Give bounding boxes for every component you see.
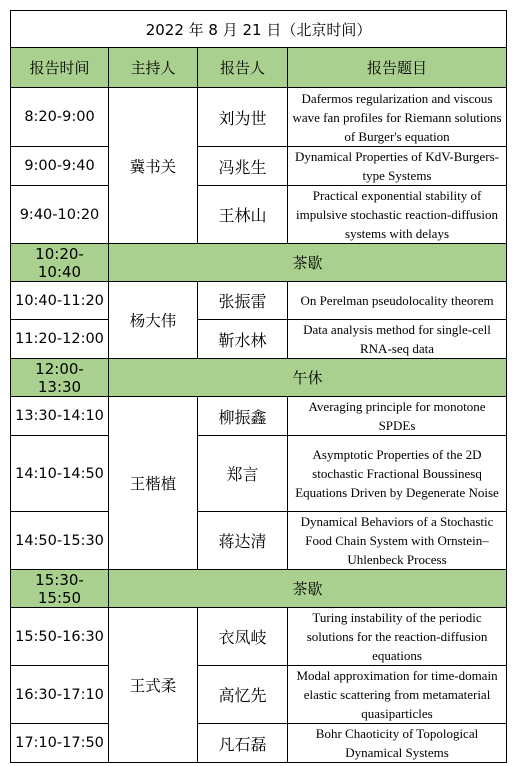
speaker-name: 蒋达清 bbox=[198, 512, 288, 570]
break-row bbox=[11, 359, 507, 397]
break-row bbox=[11, 244, 507, 282]
talk-topic: Dynamical Behaviors of a Stochastic Food Chain System with Ornstein–Uhlenbeck Process bbox=[288, 512, 507, 570]
break-row bbox=[11, 570, 507, 608]
speaker-name: 郑言 bbox=[198, 436, 288, 512]
talk-topic: Bohr Chaoticity of Topological Dynamical Systems bbox=[288, 724, 507, 763]
talk-time: 17:10-17:50 bbox=[11, 724, 109, 763]
talk-time: 9:40-10:20 bbox=[11, 186, 109, 244]
speaker-name: 王林山 bbox=[198, 186, 288, 244]
talk-row bbox=[11, 436, 507, 512]
talk-topic: Asymptotic Properties of the 2D stochastic Fractional Boussinesq Equations Driven by Degenerate Noise bbox=[288, 436, 507, 512]
talk-topic: Turing instability of the periodic solutions for the reaction-diffusion equations bbox=[288, 608, 507, 666]
talk-row bbox=[11, 397, 507, 436]
talk-time: 11:20-12:00 bbox=[11, 320, 109, 359]
header-time: 报告时间 bbox=[11, 48, 109, 88]
speaker-name: 柳振鑫 bbox=[198, 397, 288, 436]
host-name: 冀书关 bbox=[109, 88, 198, 244]
talk-time: 14:10-14:50 bbox=[11, 436, 109, 512]
schedule-table bbox=[10, 10, 507, 763]
talk-time: 13:30-14:10 bbox=[11, 397, 109, 436]
talk-topic: Practical exponential stability of impulsive stochastic reaction-diffusion systems with delays bbox=[288, 186, 507, 244]
header-topic: 报告题目 bbox=[288, 48, 507, 88]
talk-topic: Modal approximation for time-domain elastic scattering from metamaterial quasiparticles bbox=[288, 666, 507, 724]
talk-topic: Averaging principle for monotone SPDEs bbox=[288, 397, 507, 436]
talk-row bbox=[11, 147, 507, 186]
talk-row bbox=[11, 724, 507, 763]
break-label: 午休 bbox=[109, 359, 507, 397]
talk-topic: Dynamical Properties of KdV-Burgers-type Systems bbox=[288, 147, 507, 186]
host-name: 王楷植 bbox=[109, 397, 198, 570]
schedule-title: 2022 年 8 月 21 日（北京时间） bbox=[11, 11, 507, 48]
host-name: 王式柔 bbox=[109, 608, 198, 763]
talk-time: 10:40-11:20 bbox=[11, 282, 109, 320]
break-label: 茶歇 bbox=[109, 244, 507, 282]
break-time: 12:00-13:30 bbox=[11, 359, 109, 397]
talk-time: 8:20-9:00 bbox=[11, 88, 109, 147]
speaker-name: 高忆先 bbox=[198, 666, 288, 724]
header-row bbox=[11, 48, 507, 88]
speaker-name: 冯兆生 bbox=[198, 147, 288, 186]
talk-row bbox=[11, 320, 507, 359]
talk-time: 15:50-16:30 bbox=[11, 608, 109, 666]
talk-time: 14:50-15:30 bbox=[11, 512, 109, 570]
talk-row bbox=[11, 512, 507, 570]
break-time: 10:20-10:40 bbox=[11, 244, 109, 282]
header-speaker: 报告人 bbox=[198, 48, 288, 88]
speaker-name: 刘为世 bbox=[198, 88, 288, 147]
talk-time: 9:00-9:40 bbox=[11, 147, 109, 186]
break-time: 15:30-15:50 bbox=[11, 570, 109, 608]
host-name: 杨大伟 bbox=[109, 282, 198, 359]
talk-row bbox=[11, 282, 507, 320]
talk-row bbox=[11, 666, 507, 724]
talk-topic: On Perelman pseudolocality theorem bbox=[288, 282, 507, 320]
speaker-name: 张振雷 bbox=[198, 282, 288, 320]
speaker-name: 衣凤岐 bbox=[198, 608, 288, 666]
talk-topic: Data analysis method for single-cell RNA-seq data bbox=[288, 320, 507, 359]
speaker-name: 凡石磊 bbox=[198, 724, 288, 763]
talk-topic: Dafermos regularization and viscous wave fan profiles for Riemann solutions of Burger's equation bbox=[288, 88, 507, 147]
break-label: 茶歇 bbox=[109, 570, 507, 608]
talk-row bbox=[11, 88, 507, 147]
talk-row bbox=[11, 608, 507, 666]
talk-time: 16:30-17:10 bbox=[11, 666, 109, 724]
speaker-name: 靳水林 bbox=[198, 320, 288, 359]
header-host: 主持人 bbox=[109, 48, 198, 88]
talk-row bbox=[11, 186, 507, 244]
